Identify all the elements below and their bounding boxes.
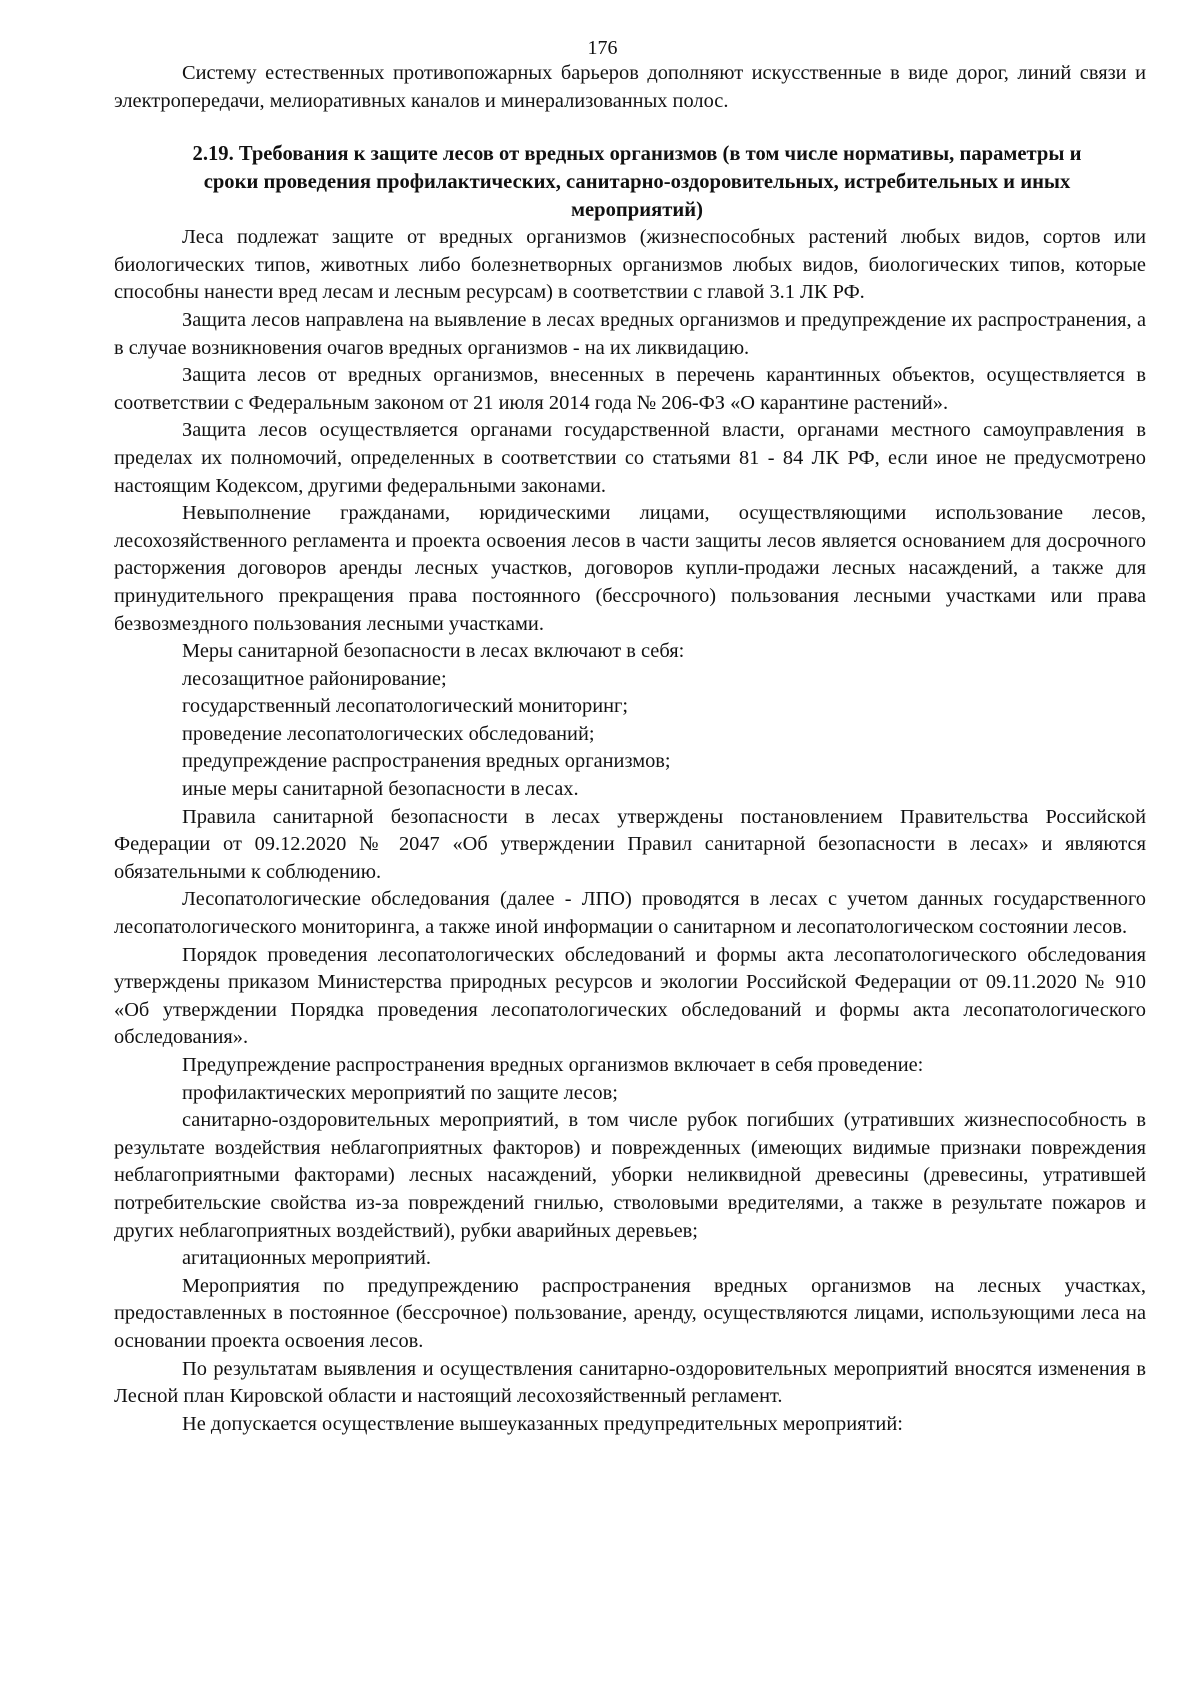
paragraph: Мероприятия по предупреждению распространения вредных организмов на лесных участках, предоставленных в постоянное (бессрочное) пользование, аренду, осуществляются лицами, использующими леса на основании проекта освоения лесов. bbox=[114, 1274, 1146, 1352]
section-heading: 2.19. Требования к защите лесов от вредных организмов (в том числе нормативы, параметры и сроки проведения профилактических, санитарно-оздоровительных, истребительных и иных мероприятий) bbox=[192, 143, 1082, 222]
list-item: государственный лесопатологический мониторинг; bbox=[182, 695, 629, 718]
paragraph: Невыполнение гражданами, юридическими лицами, осуществляющими использование лесов, лесохозяйственного регламента и проекта освоения лесов в части защиты лесов является основанием для досрочного расторжения договоров аренды лесных участков, договоров купли-продажи лесных насаждений, а также для принудительного прекращения права постоянного (бессрочного) пользования лесными участками или права безвозмездного пользования лесными участками. bbox=[114, 502, 1146, 635]
paragraph: Не допускается осуществление вышеуказанных предупредительных мероприятий: bbox=[182, 1412, 903, 1435]
list-item: предупреждение распространения вредных организмов; bbox=[182, 750, 671, 773]
paragraph: По результатам выявления и осуществления санитарно-оздоровительных мероприятий вносятся изменения в Лесной план Кировской области и настоящий лесохозяйственный регламент. bbox=[114, 1357, 1146, 1408]
list-item: агитационных мероприятий. bbox=[182, 1247, 431, 1270]
list-item: санитарно-оздоровительных мероприятий, в том числе рубок погибших (утративших жизнеспособность в результате воздействия неблагоприятных факторов) и поврежденных (имеющих видимые признаки повреждения неблагоприятными факторами) лесных насаждений, уборки неликвидной древесины (древесины, утратившей потребительские свойства из-за повреждений гнилью, стволовыми вредителями, а также в результате пожаров и других неблагоприятных воздействий), рубки аварийных деревьев; bbox=[114, 1109, 1146, 1242]
intro-paragraph: Систему естественных противопожарных барьеров дополняют искусственные в виде дорог, линий связи и электропередачи, мелиоративных каналов и минерализованных полос. bbox=[114, 62, 1146, 112]
paragraph: Защита лесов осуществляется органами государственной власти, органами местного самоуправления в пределах их полномочий, определенных в соответствии со статьями 81 - 84 ЛК РФ, если иное не предусмотрено настоящим Кодексом, другими федеральными законами. bbox=[114, 419, 1146, 497]
page-number: 176 bbox=[587, 37, 618, 59]
measures-intro: Меры санитарной безопасности в лесах включают в себя: bbox=[182, 640, 685, 663]
prevention-intro: Предупреждение распространения вредных организмов включает в себя проведение: bbox=[182, 1054, 924, 1076]
list-item: лесозащитное районирование; bbox=[182, 667, 447, 690]
list-item: иные меры санитарной безопасности в лесах. bbox=[182, 778, 579, 801]
paragraph: Защита лесов направлена на выявление в лесах вредных организмов и предупреждение их распространения, а в случае возникновения очагов вредных организмов - на их ликвидацию. bbox=[114, 308, 1146, 359]
paragraph: Лесопатологические обследования (далее - ЛПО) проводятся в лесах с учетом данных государственного лесопатологического мониторинга, а также иной информации о санитарном и лесопатологическом состоянии лесов. bbox=[114, 888, 1146, 939]
list-item: проведение лесопатологических обследований; bbox=[182, 722, 595, 745]
paragraph: Леса подлежат защите от вредных организмов (жизнеспособных растений любых видов, сортов или биологических типов, животных либо болезнетворных организмов любых видов, биологических типов, которые способны нанести вред лесам и лесным ресурсам) в соответствии с главой 3.1 ЛК РФ. bbox=[114, 226, 1146, 304]
list-item: профилактических мероприятий по защите лесов; bbox=[182, 1081, 618, 1104]
paragraph: Порядок проведения лесопатологических обследований и формы акта лесопатологического обследования утверждены приказом Министерства природных ресурсов и экологии Российской Федерации от 09.11.2020 № 910 «Об утверждении Порядка проведения лесопатологических обследований и формы акта лесопатологического обследования». bbox=[114, 943, 1146, 1049]
paragraph: Защита лесов от вредных организмов, внесенных в перечень карантинных объектов, осуществляется в соответствии с Федеральным законом от 21 июля 2014 года № 206-ФЗ «О карантине растений». bbox=[114, 364, 1146, 414]
paragraph: Правила санитарной безопасности в лесах утверждены постановлением Правительства Российской Федерации от 09.12.2020 № 2047 «Об утверждении Правил санитарной безопасности в лесах» и являются обязательными к соблюдению. bbox=[114, 805, 1146, 883]
